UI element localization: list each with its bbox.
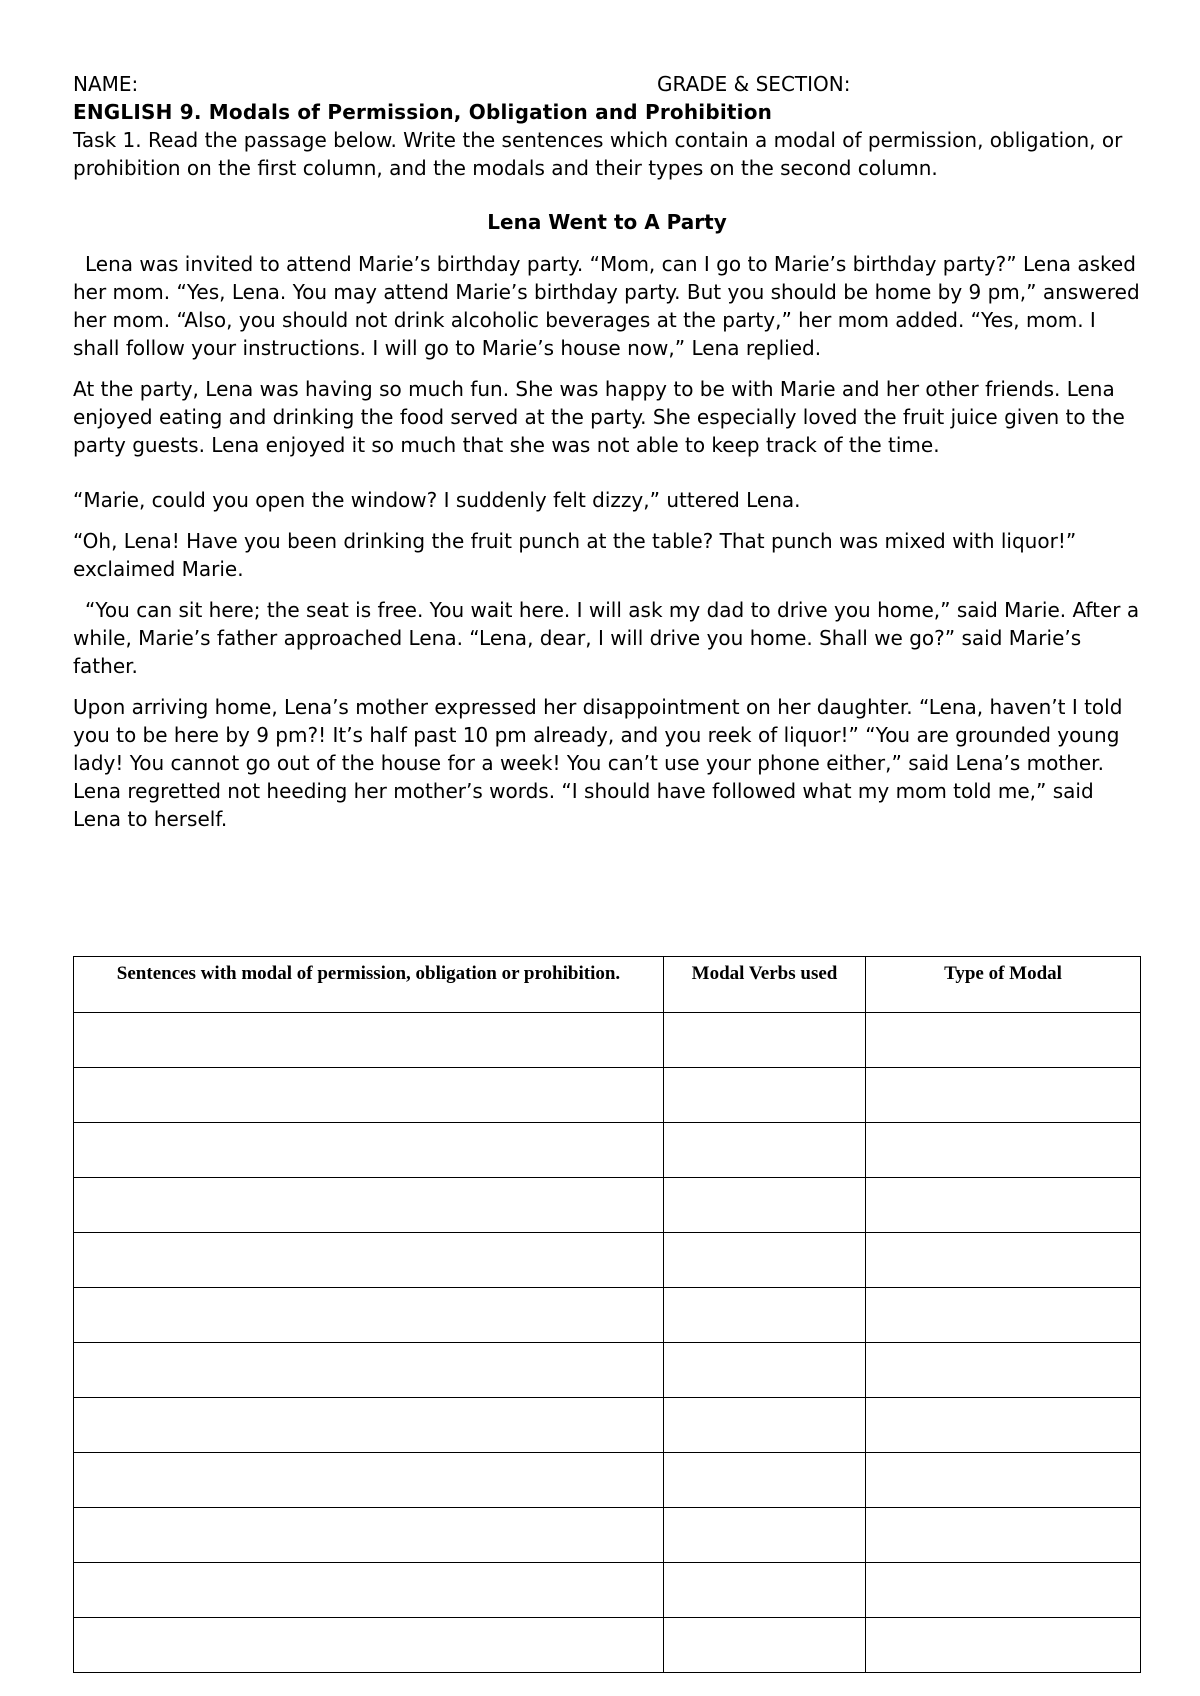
answer-cell-modal-type[interactable] — [866, 1563, 1141, 1618]
answer-cell-modal-verb[interactable] — [664, 1508, 866, 1563]
table-row — [74, 1233, 1141, 1288]
grade-section-label: GRADE & SECTION: — [657, 72, 851, 96]
story-paragraph: “You can sit here; the seat is free. You wait here. I will ask my dad to drive you home,” said Marie. After a while, Marie’s father approached Lena. “Lena, dear, I will drive you home. Shall we go?” said Marie’s father. — [73, 598, 1140, 678]
answer-cell-sentence[interactable] — [74, 1288, 664, 1343]
answer-cell-modal-type[interactable] — [866, 1453, 1141, 1508]
answer-cell-sentence[interactable] — [74, 1178, 664, 1233]
answer-cell-sentence[interactable] — [74, 1508, 664, 1563]
column-header-sentences: Sentences with modal of permission, obligation or prohibition. — [74, 957, 664, 1013]
answer-cell-sentence[interactable] — [74, 1618, 664, 1673]
answer-cell-modal-type[interactable] — [866, 1508, 1141, 1563]
answer-cell-modal-type[interactable] — [866, 1013, 1141, 1068]
table-row — [74, 1123, 1141, 1178]
worksheet-page — [73, 70, 1141, 846]
answer-cell-sentence[interactable] — [74, 1398, 664, 1453]
answer-rows — [74, 1013, 1141, 1673]
answer-table — [73, 956, 1141, 1673]
story-title: Lena Went to A Party — [487, 210, 727, 234]
answer-cell-sentence[interactable] — [74, 1563, 664, 1618]
table-row — [74, 1398, 1141, 1453]
answer-cell-modal-verb[interactable] — [664, 1618, 866, 1673]
header-row — [73, 70, 1141, 98]
answer-cell-modal-type[interactable] — [866, 1398, 1141, 1453]
answer-cell-sentence[interactable] — [74, 1068, 664, 1123]
answer-cell-sentence[interactable] — [74, 1453, 664, 1508]
answer-cell-modal-type[interactable] — [866, 1618, 1141, 1673]
answer-cell-modal-verb[interactable] — [664, 1343, 866, 1398]
answer-cell-modal-verb[interactable] — [664, 1178, 866, 1233]
story-paragraph: Lena was invited to attend Marie’s birthday party. “Mom, can I go to Marie’s birthday party?” Lena asked her mom. “Yes, Lena. You may attend Marie’s birthday party. But you should be home by 9 pm,” answered her mom. “Also, you should not drink alcoholic beverages at the party,” her mom added. “Yes, mom. I shall follow your instructions. I will go to Marie’s house now,” Lena replied. — [73, 252, 1140, 360]
task-instructions: Task 1. Read the passage below. Write the sentences which contain a modal of permission, obligation, or prohibition on the first column, and the modals and their types on the second column. — [73, 128, 1123, 180]
column-header-modal-verbs: Modal Verbs used — [664, 957, 866, 1013]
story-paragraph: “Oh, Lena! Have you been drinking the fruit punch at the table? That punch was mixed with liquor!” exclaimed Marie. — [73, 529, 1077, 581]
answer-cell-modal-verb[interactable] — [664, 1563, 866, 1618]
name-label: NAME: — [73, 72, 139, 96]
answer-cell-modal-verb[interactable] — [664, 1288, 866, 1343]
table-row — [74, 1508, 1141, 1563]
answer-cell-modal-type[interactable] — [866, 1343, 1141, 1398]
table-row — [74, 1178, 1141, 1233]
answer-cell-modal-type[interactable] — [866, 1123, 1141, 1178]
table-row — [74, 1618, 1141, 1673]
story-paragraph: At the party, Lena was having so much fun. She was happy to be with Marie and her other friends. Lena enjoyed eating and drinking the food served at the party. She especially loved the fruit juice given to the party guests. Lena enjoyed it so much that she was not able to keep track of the time. — [73, 377, 1125, 457]
answer-cell-modal-verb[interactable] — [664, 1398, 866, 1453]
answer-cell-modal-verb[interactable] — [664, 1068, 866, 1123]
table-row — [74, 1068, 1141, 1123]
answer-cell-modal-verb[interactable] — [664, 1013, 866, 1068]
answer-cell-modal-type[interactable] — [866, 1068, 1141, 1123]
table-row — [74, 1288, 1141, 1343]
worksheet-title: ENGLISH 9. Modals of Permission, Obligation and Prohibition — [73, 100, 773, 124]
story-paragraph: “Marie, could you open the window? I suddenly felt dizzy,” uttered Lena. — [73, 488, 801, 512]
table-row — [74, 1013, 1141, 1068]
column-header-type-of-modal: Type of Modal — [866, 957, 1141, 1013]
table-header-row — [74, 957, 1141, 1013]
story-paragraph: Upon arriving home, Lena’s mother expressed her disappointment on her daughter. “Lena, haven’t I told you to be here by 9 pm?! It’s half past 10 pm already, and you reek of liquor!” “You are grounded young lady! You cannot go out of the house for a week! You can’t use your phone either,” said Lena’s mother. Lena regretted not heeding her mother’s words. “I should have followed what my mom told me,” said Lena to herself. — [73, 695, 1123, 831]
answer-cell-modal-verb[interactable] — [664, 1453, 866, 1508]
answer-cell-modal-type[interactable] — [866, 1288, 1141, 1343]
answer-cell-sentence[interactable] — [74, 1013, 664, 1068]
answer-cell-modal-type[interactable] — [866, 1178, 1141, 1233]
table-row — [74, 1563, 1141, 1618]
answer-cell-modal-type[interactable] — [866, 1233, 1141, 1288]
answer-cell-sentence[interactable] — [74, 1233, 664, 1288]
answer-cell-modal-verb[interactable] — [664, 1233, 866, 1288]
answer-cell-modal-verb[interactable] — [664, 1123, 866, 1178]
answer-cell-sentence[interactable] — [74, 1343, 664, 1398]
table-row — [74, 1343, 1141, 1398]
answer-cell-sentence[interactable] — [74, 1123, 664, 1178]
table-row — [74, 1453, 1141, 1508]
